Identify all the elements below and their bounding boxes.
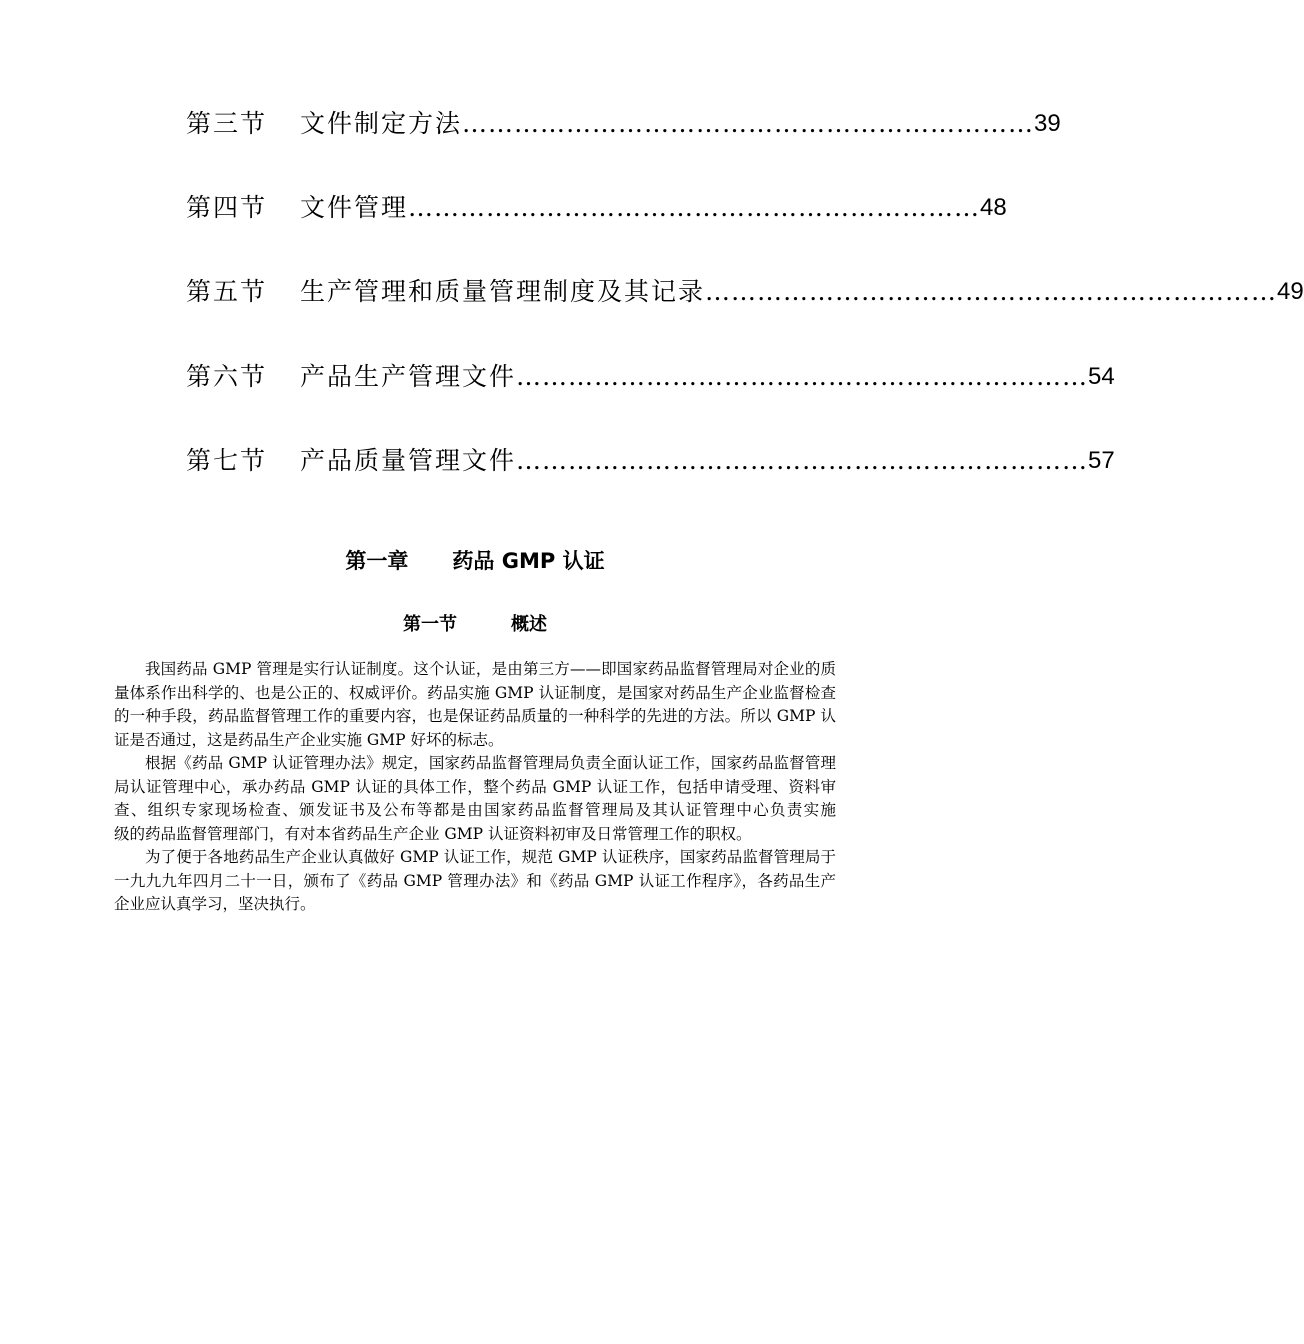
- chapter-number: 第一章: [345, 549, 409, 573]
- toc-dot-leader: …………………………………………………………: [408, 193, 981, 222]
- toc-section-number: 第五节: [186, 277, 268, 306]
- chapter-title: 药品 GMP 认证: [452, 549, 605, 573]
- body-text: [114, 658, 883, 917]
- toc-section-number: 第三节: [186, 109, 268, 138]
- toc-page-number: 39: [1034, 110, 1061, 137]
- toc-page-number: 54: [1088, 363, 1115, 390]
- section-number: 第一节: [403, 614, 457, 635]
- toc-entry[interactable]: [186, 188, 1007, 228]
- toc-section-number: 第四节: [186, 193, 268, 222]
- section-title: 概述: [511, 614, 547, 635]
- toc-entry[interactable]: [186, 104, 1061, 144]
- toc-dot-leader: …………………………………………………………: [705, 277, 1278, 306]
- toc-dot-leader: …………………………………………………………: [516, 446, 1089, 475]
- section-heading: [0, 610, 950, 636]
- chapter-heading: [0, 545, 950, 575]
- toc-page-number: 49: [1277, 278, 1304, 305]
- toc-section-title: 产品生产管理文件: [300, 362, 517, 391]
- toc-page-number: 48: [980, 194, 1007, 221]
- toc-entry[interactable]: [186, 272, 1304, 312]
- toc-section-title: 生产管理和质量管理制度及其记录: [300, 277, 706, 306]
- toc-section-title: 文件制定方法: [300, 109, 463, 138]
- toc-section-number: 第七节: [186, 446, 268, 475]
- toc-dot-leader: …………………………………………………………: [516, 362, 1089, 391]
- paragraph: 为了便于各地药品生产企业认真做好 GMP 认证工作，规范 GMP 认证秩序，国家药品监督管理局于一九九九年四月二十一日，颁布了《药品 GMP 管理办法》和《药品 GMP 认证工作程序》，各药品生产企业应认真学习，坚决执行。: [114, 848, 836, 913]
- toc-page-number: 57: [1088, 447, 1115, 474]
- toc-section-title: 文件管理: [300, 193, 409, 222]
- paragraph: 我国药品 GMP 管理是实行认证制度。这个认证，是由第三方——即国家药品监督管理局对企业的质量体系作出科学的、也是公正的、权威评价。药品实施 GMP 认证制度，是国家对药品生产企业监督检查的一种手段，药品监督管理工作的重要内容，也是保证药品质量的一种科学的先进的方法。所以 GMP 认证是否通过，这是药品生产企业实施 GMP 好坏的标志。: [114, 660, 836, 749]
- toc-entry[interactable]: [186, 441, 1115, 481]
- toc-section-number: 第六节: [186, 362, 268, 391]
- toc-entry[interactable]: [186, 357, 1115, 397]
- paragraph: 根据《药品 GMP 认证管理办法》规定，国家药品监督管理局负责全面认证工作，国家药品监督管理局认证管理中心，承办药品 GMP 认证的具体工作，整个药品 GMP 认证工作，包括申请受理、资料审查、组织专家现场检查、颁发证书及公布等都是由国家药品监督管理局及其认证管理中心负责实施 级的药品监督管理部门，有对本省药品生产企业 GMP 认证资料初审及日常管理工作的职权。: [114, 754, 883, 843]
- toc-dot-leader: …………………………………………………………: [462, 109, 1035, 138]
- toc-section-title: 产品质量管理文件: [300, 446, 517, 475]
